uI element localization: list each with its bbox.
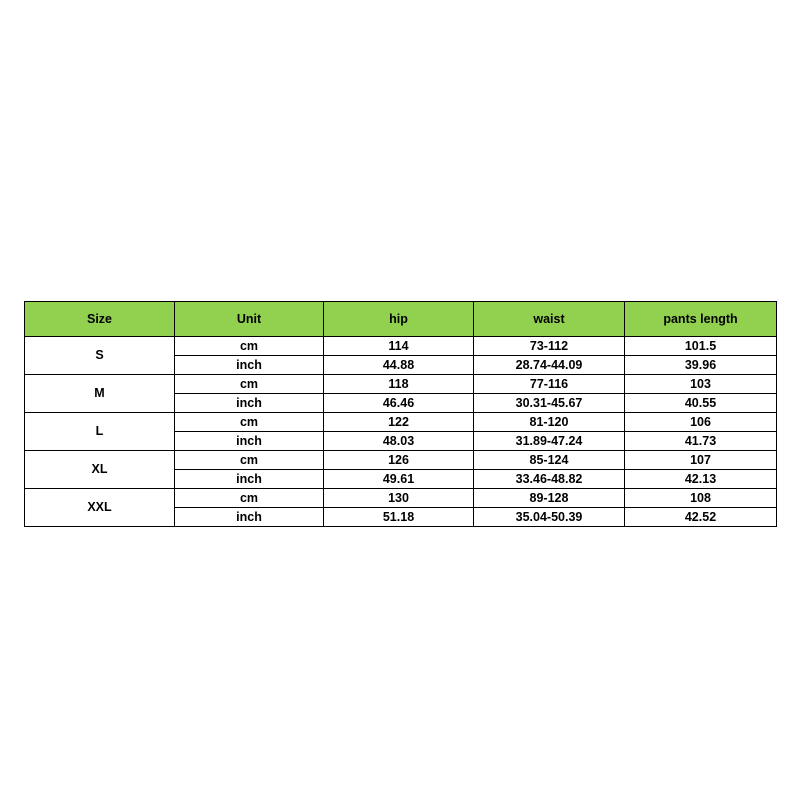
waist-cell: 73-112 (474, 337, 625, 356)
header-unit: Unit (175, 302, 324, 337)
pants-length-cell: 41.73 (625, 432, 777, 451)
pants-length-cell: 42.13 (625, 470, 777, 489)
pants-length-cell: 39.96 (625, 356, 777, 375)
pants-length-cell: 108 (625, 489, 777, 508)
waist-cell: 35.04-50.39 (474, 508, 625, 527)
pants-length-cell: 40.55 (625, 394, 777, 413)
hip-cell: 46.46 (324, 394, 474, 413)
table-row (25, 375, 777, 394)
size-cell: XL (25, 451, 175, 489)
unit-cell: inch (175, 394, 324, 413)
waist-cell: 85-124 (474, 451, 625, 470)
hip-cell: 44.88 (324, 356, 474, 375)
unit-cell: inch (175, 470, 324, 489)
header-hip: hip (324, 302, 474, 337)
unit-cell: inch (175, 508, 324, 527)
table-row (25, 489, 777, 508)
unit-cell: cm (175, 413, 324, 432)
waist-cell: 28.74-44.09 (474, 356, 625, 375)
hip-cell: 126 (324, 451, 474, 470)
size-cell: XXL (25, 489, 175, 527)
header-pants-length: pants length (625, 302, 777, 337)
waist-cell: 77-116 (474, 375, 625, 394)
size-cell: L (25, 413, 175, 451)
pants-length-cell: 101.5 (625, 337, 777, 356)
pants-length-cell: 106 (625, 413, 777, 432)
hip-cell: 49.61 (324, 470, 474, 489)
header-row (25, 302, 777, 337)
unit-cell: cm (175, 451, 324, 470)
size-cell: M (25, 375, 175, 413)
hip-cell: 114 (324, 337, 474, 356)
size-chart-table (24, 301, 777, 527)
waist-cell: 30.31-45.67 (474, 394, 625, 413)
unit-cell: cm (175, 337, 324, 356)
hip-cell: 118 (324, 375, 474, 394)
header-size: Size (25, 302, 175, 337)
header-waist: waist (474, 302, 625, 337)
table-row (25, 413, 777, 432)
waist-cell: 31.89-47.24 (474, 432, 625, 451)
hip-cell: 51.18 (324, 508, 474, 527)
unit-cell: cm (175, 489, 324, 508)
table-row (25, 337, 777, 356)
pants-length-cell: 42.52 (625, 508, 777, 527)
pants-length-cell: 107 (625, 451, 777, 470)
hip-cell: 122 (324, 413, 474, 432)
unit-cell: inch (175, 432, 324, 451)
waist-cell: 33.46-48.82 (474, 470, 625, 489)
waist-cell: 81-120 (474, 413, 625, 432)
unit-cell: inch (175, 356, 324, 375)
waist-cell: 89-128 (474, 489, 625, 508)
hip-cell: 130 (324, 489, 474, 508)
size-cell: S (25, 337, 175, 375)
hip-cell: 48.03 (324, 432, 474, 451)
unit-cell: cm (175, 375, 324, 394)
pants-length-cell: 103 (625, 375, 777, 394)
table-row (25, 451, 777, 470)
